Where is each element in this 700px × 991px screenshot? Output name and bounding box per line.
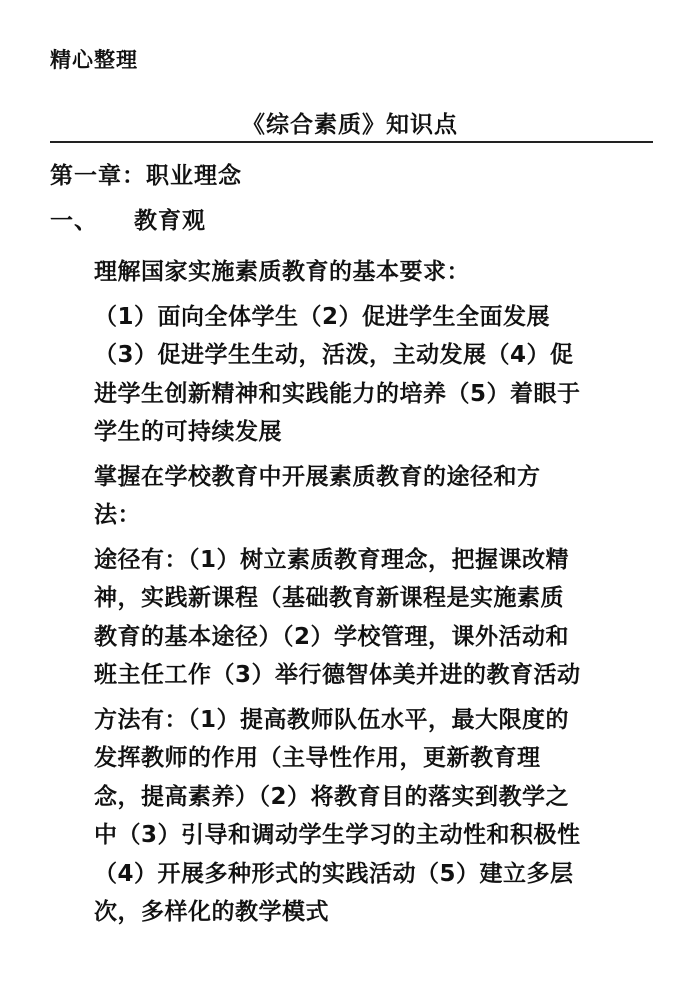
text-line: 神，实践新课程（基础教育新课程是实施素质 (94, 585, 564, 611)
section-number: 一、 (50, 208, 98, 234)
document-title: 《综合素质》知识点 (242, 112, 458, 138)
text-line: 中（3）引导和调动学生学习的主动性和积极性 (94, 822, 581, 848)
text-line: 进学生创新精神和实践能力的培养（5）着眼于 (94, 380, 581, 407)
text-line: 理解国家实施素质教育的基本要求： (94, 259, 470, 285)
paragraph-basic-requirements-heading (94, 253, 654, 292)
text-line: 法： (94, 502, 141, 528)
section-title: 教育观 (134, 208, 206, 234)
text-line: 念，提高素养）（2）将教育目的落实到教学之 (94, 783, 570, 810)
paragraph-methods (94, 701, 654, 932)
text-line: （3）促进学生生动，活泼，主动发展（4）促 (94, 342, 574, 368)
paragraph-ways-methods-heading (94, 458, 654, 535)
paragraph-basic-requirements (94, 298, 654, 452)
text-line: 学生的可持续发展 (94, 419, 282, 445)
text-line: 次，多样化的教学模式 (94, 899, 329, 925)
text-line: 方法有：（1）提高教师队伍水平，最大限度的 (94, 706, 570, 733)
title-underline (50, 141, 653, 143)
text-line: 掌握在学校教育中开展素质教育的途径和方 (94, 463, 541, 490)
paragraph-ways (94, 541, 654, 695)
section-heading (50, 205, 206, 237)
text-line: （1）面向全体学生（2）促进学生全面发展 (94, 303, 551, 330)
chapter-heading: 第一章：职业理念 (50, 163, 242, 189)
text-line: 途径有：（1）树立素质教育理念，把握课改精 (94, 546, 570, 573)
content-body (94, 253, 654, 938)
text-line: 教育的基本途径）（2）学校管理，课外活动和 (94, 623, 570, 650)
text-line: 班主任工作（3）举行德智体美并进的教育活动 (94, 662, 581, 688)
text-line: 发挥教师的作用（主导性作用，更新教育理 (94, 745, 541, 771)
header-note: 精心整理 (50, 48, 138, 72)
text-line: （4）开展多种形式的实践活动（5）建立多层 (94, 860, 574, 887)
